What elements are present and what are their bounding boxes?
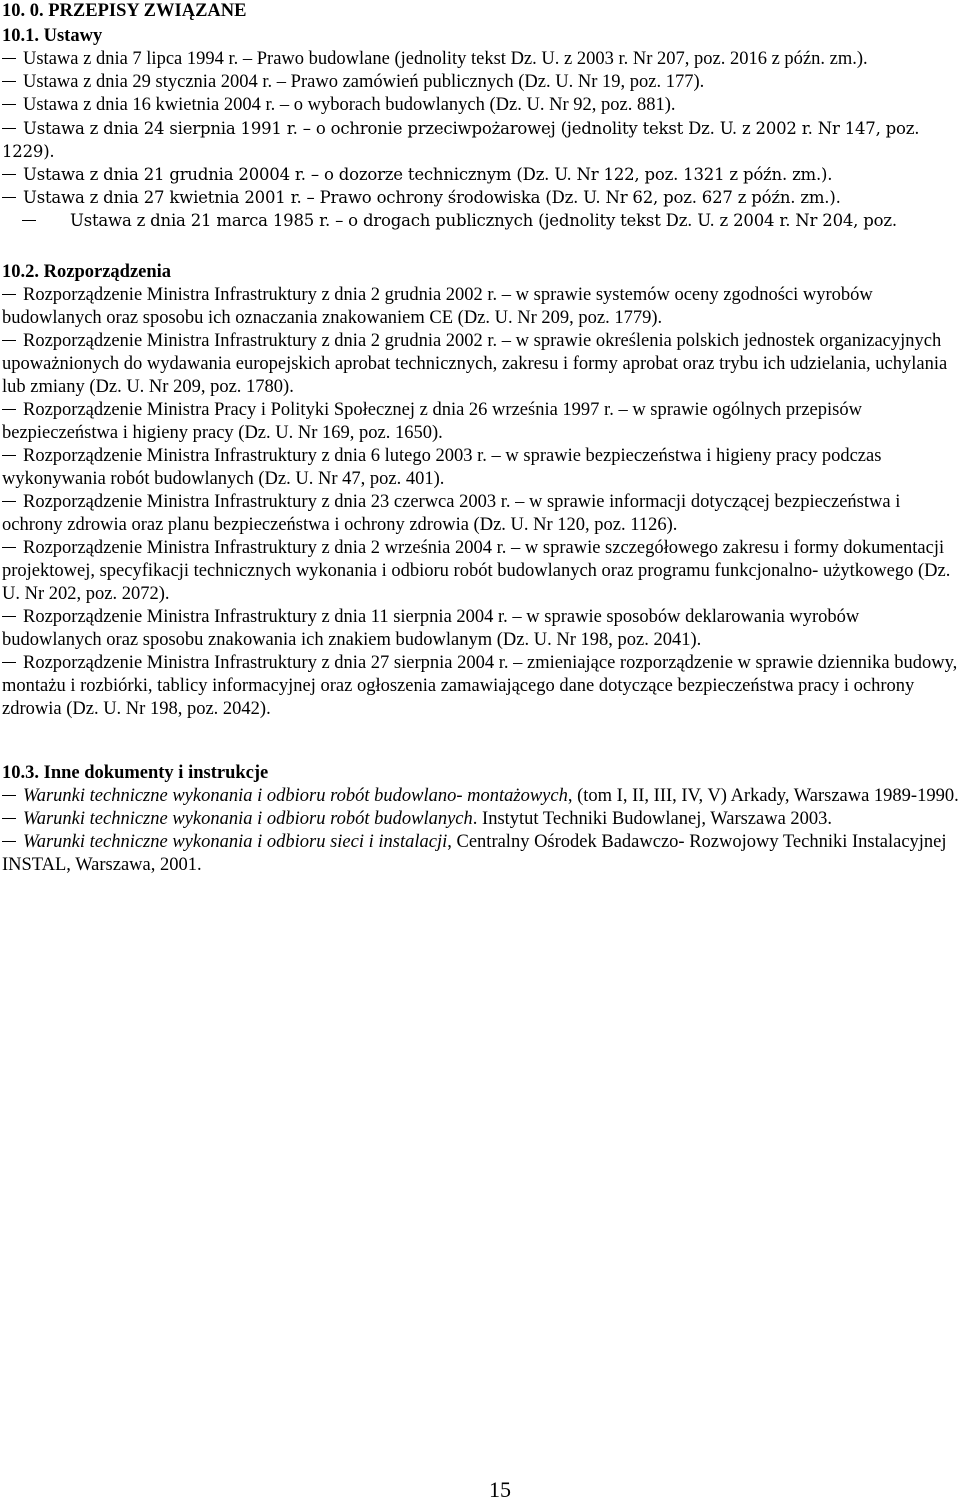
list-item bbox=[2, 330, 960, 399]
law-text: Ustawa z dnia 16 kwietnia 2004 r. – o wyborach budowlanych (Dz. U. Nr 92, poz. 881). bbox=[23, 95, 676, 115]
list-item bbox=[2, 399, 960, 445]
list-item bbox=[2, 209, 960, 232]
law-text: Ustawa z dnia 21 marca 1985 r. – o drogach publicznych (jednolity tekst Dz. U. z 2004 r. Nr 204, poz. bbox=[70, 211, 897, 230]
dash-bullet bbox=[2, 841, 16, 842]
regulations-list bbox=[2, 284, 960, 721]
list-item bbox=[2, 808, 960, 831]
section-title: 10. 0. PRZEPISY ZWIĄZANE bbox=[2, 1, 247, 21]
regulation-text: Rozporządzenie Ministra Infrastruktury z dnia 2 grudnia 2002 r. – w sprawie systemów oceny zgodności wyrobów budowlanych oraz sposobu ich oznaczania znakowaniem CE (Dz. U. Nr 209, poz. 1779). bbox=[2, 285, 873, 328]
dash-bullet bbox=[2, 128, 16, 129]
dash-bullet bbox=[2, 455, 16, 456]
law-text: Ustawa z dnia 7 lipca 1994 r. – Prawo budowlane (jednolity tekst Dz. U. z 2003 r. Nr 207, poz. 2016 z późn. zm.). bbox=[23, 49, 868, 69]
regulations-heading: 10.2. Rozporządzenia bbox=[2, 262, 172, 282]
list-item bbox=[2, 445, 960, 491]
regulation-text: Rozporządzenie Ministra Infrastruktury z dnia 23 czerwca 2003 r. – w sprawie informacji dotyczącej bezpieczeństwa i ochrony zdrowia oraz planu bezpieczeństwa i ochrony zdrowia (Dz. U. Nr 120, poz. 1126). bbox=[2, 492, 901, 535]
list-item bbox=[2, 186, 960, 209]
dash-bullet bbox=[2, 104, 16, 105]
dash-bullet bbox=[2, 294, 16, 295]
document-title: Warunki techniczne wykonania i odbioru robót budowlano- montażowych bbox=[23, 786, 568, 806]
document-details: . Instytut Techniki Budowlanej, Warszawa 2003. bbox=[472, 809, 833, 829]
law-text: Ustawa z dnia 21 grudnia 20004 r. – o dozorze technicznym (Dz. U. Nr 122, poz. 1321 z późn. zm.). bbox=[23, 165, 833, 184]
page-number: 15 bbox=[489, 1477, 511, 1502]
document-details: , (tom I, II, III, IV, V) Arkady, Warszawa 1989-1990. bbox=[567, 786, 959, 806]
dash-bullet bbox=[2, 409, 16, 410]
dash-bullet bbox=[2, 501, 16, 502]
document-title: Warunki techniczne wykonania i odbioru sieci i instalacji bbox=[23, 832, 448, 852]
regulation-text: Rozporządzenie Ministra Pracy i Polityki Społecznej z dnia 26 września 1997 r. – w sprawie ogólnych przepisów bezpieczeństwa i higieny pracy (Dz. U. Nr 169, poz. 1650). bbox=[2, 400, 862, 443]
law-text: Ustawa z dnia 24 sierpnia 1991 r. – o ochronie przeciwpożarowej (jednolity tekst Dz. U. z 2002 r. Nr 147, poz. 1229). bbox=[2, 119, 920, 161]
dash-bullet bbox=[2, 340, 16, 341]
regulation-text: Rozporządzenie Ministra Infrastruktury z dnia 11 sierpnia 2004 r. – w sprawie sposobów deklarowania wyrobów budowlanych oraz sposobu znakowania ich znakiem budowlanym (Dz. U. Nr 198, poz. 2041). bbox=[2, 607, 860, 650]
documents-list bbox=[2, 785, 960, 877]
dash-bullet bbox=[2, 818, 16, 819]
laws-list bbox=[2, 48, 960, 232]
list-item bbox=[2, 71, 960, 94]
law-text: Ustawa z dnia 29 stycznia 2004 r. – Prawo zamówień publicznych (Dz. U. Nr 19, poz. 177). bbox=[23, 72, 705, 92]
list-item bbox=[2, 831, 960, 877]
dash-bullet bbox=[2, 795, 16, 796]
regulation-text: Rozporządzenie Ministra Infrastruktury z dnia 27 sierpnia 2004 r. – zmieniające rozporządzenie w sprawie dziennika budowy, montażu i rozbiórki, tablicy informacyjnej oraz ogłoszenia zamawiającego dane dotyczące bezpieczeństwa pracy i ochrony zdrowia (Dz. U. Nr 198, poz. 2042). bbox=[2, 653, 958, 719]
dash-bullet bbox=[22, 220, 36, 221]
document-title: Warunki techniczne wykonania i odbioru robót budowlanych bbox=[23, 809, 473, 829]
dash-bullet bbox=[2, 616, 16, 617]
regulation-text: Rozporządzenie Ministra Infrastruktury z dnia 6 lutego 2003 r. – w sprawie bezpieczeństwa i higieny pracy podczas wykonywania robót budowlanych (Dz. U. Nr 47, poz. 401). bbox=[2, 446, 882, 489]
dash-bullet bbox=[2, 81, 16, 82]
list-item bbox=[2, 163, 960, 186]
documents-heading: 10.3. Inne dokumenty i instrukcje bbox=[2, 763, 269, 783]
document-details: , Centralny Ośrodek Badawczo- Rozwojowy Techniki Instalacyjnej INSTAL, Warszawa, 2001. bbox=[2, 832, 947, 875]
dash-bullet bbox=[2, 174, 16, 175]
regulation-text: Rozporządzenie Ministra Infrastruktury z dnia 2 września 2004 r. – w sprawie szczegółowego zakresu i formy dokumentacji projektowej, specyfikacji technicznych wykonania i odbioru robót budowlanych oraz programu funkcjonalno- użytkowego (Dz. U. Nr 202, poz. 2072). bbox=[2, 538, 951, 604]
laws-heading: 10.1. Ustawy bbox=[2, 26, 103, 46]
list-item bbox=[2, 284, 960, 330]
regulation-text: Rozporządzenie Ministra Infrastruktury z dnia 2 grudnia 2002 r. – w sprawie określenia polskich jednostek organizacyjnych upoważnionych do wydawania europejskich aprobat technicznych, zakresu i formy aprobat oraz trybu ich udzielania, uchylania lub zmiany (Dz. U. Nr 209, poz. 1780). bbox=[2, 331, 948, 397]
dash-bullet bbox=[2, 547, 16, 548]
list-item bbox=[2, 537, 960, 606]
list-item bbox=[2, 117, 960, 163]
law-text: Ustawa z dnia 27 kwietnia 2001 r. – Prawo ochrony środowiska (Dz. U. Nr 62, poz. 627 z późn. zm.). bbox=[23, 188, 841, 207]
dash-bullet bbox=[2, 58, 16, 59]
dash-bullet bbox=[2, 662, 16, 663]
list-item bbox=[2, 785, 960, 808]
list-item bbox=[2, 94, 960, 117]
list-item bbox=[2, 491, 960, 537]
dash-bullet bbox=[2, 197, 16, 198]
list-item bbox=[2, 48, 960, 71]
list-item bbox=[2, 606, 960, 652]
list-item bbox=[2, 652, 960, 721]
